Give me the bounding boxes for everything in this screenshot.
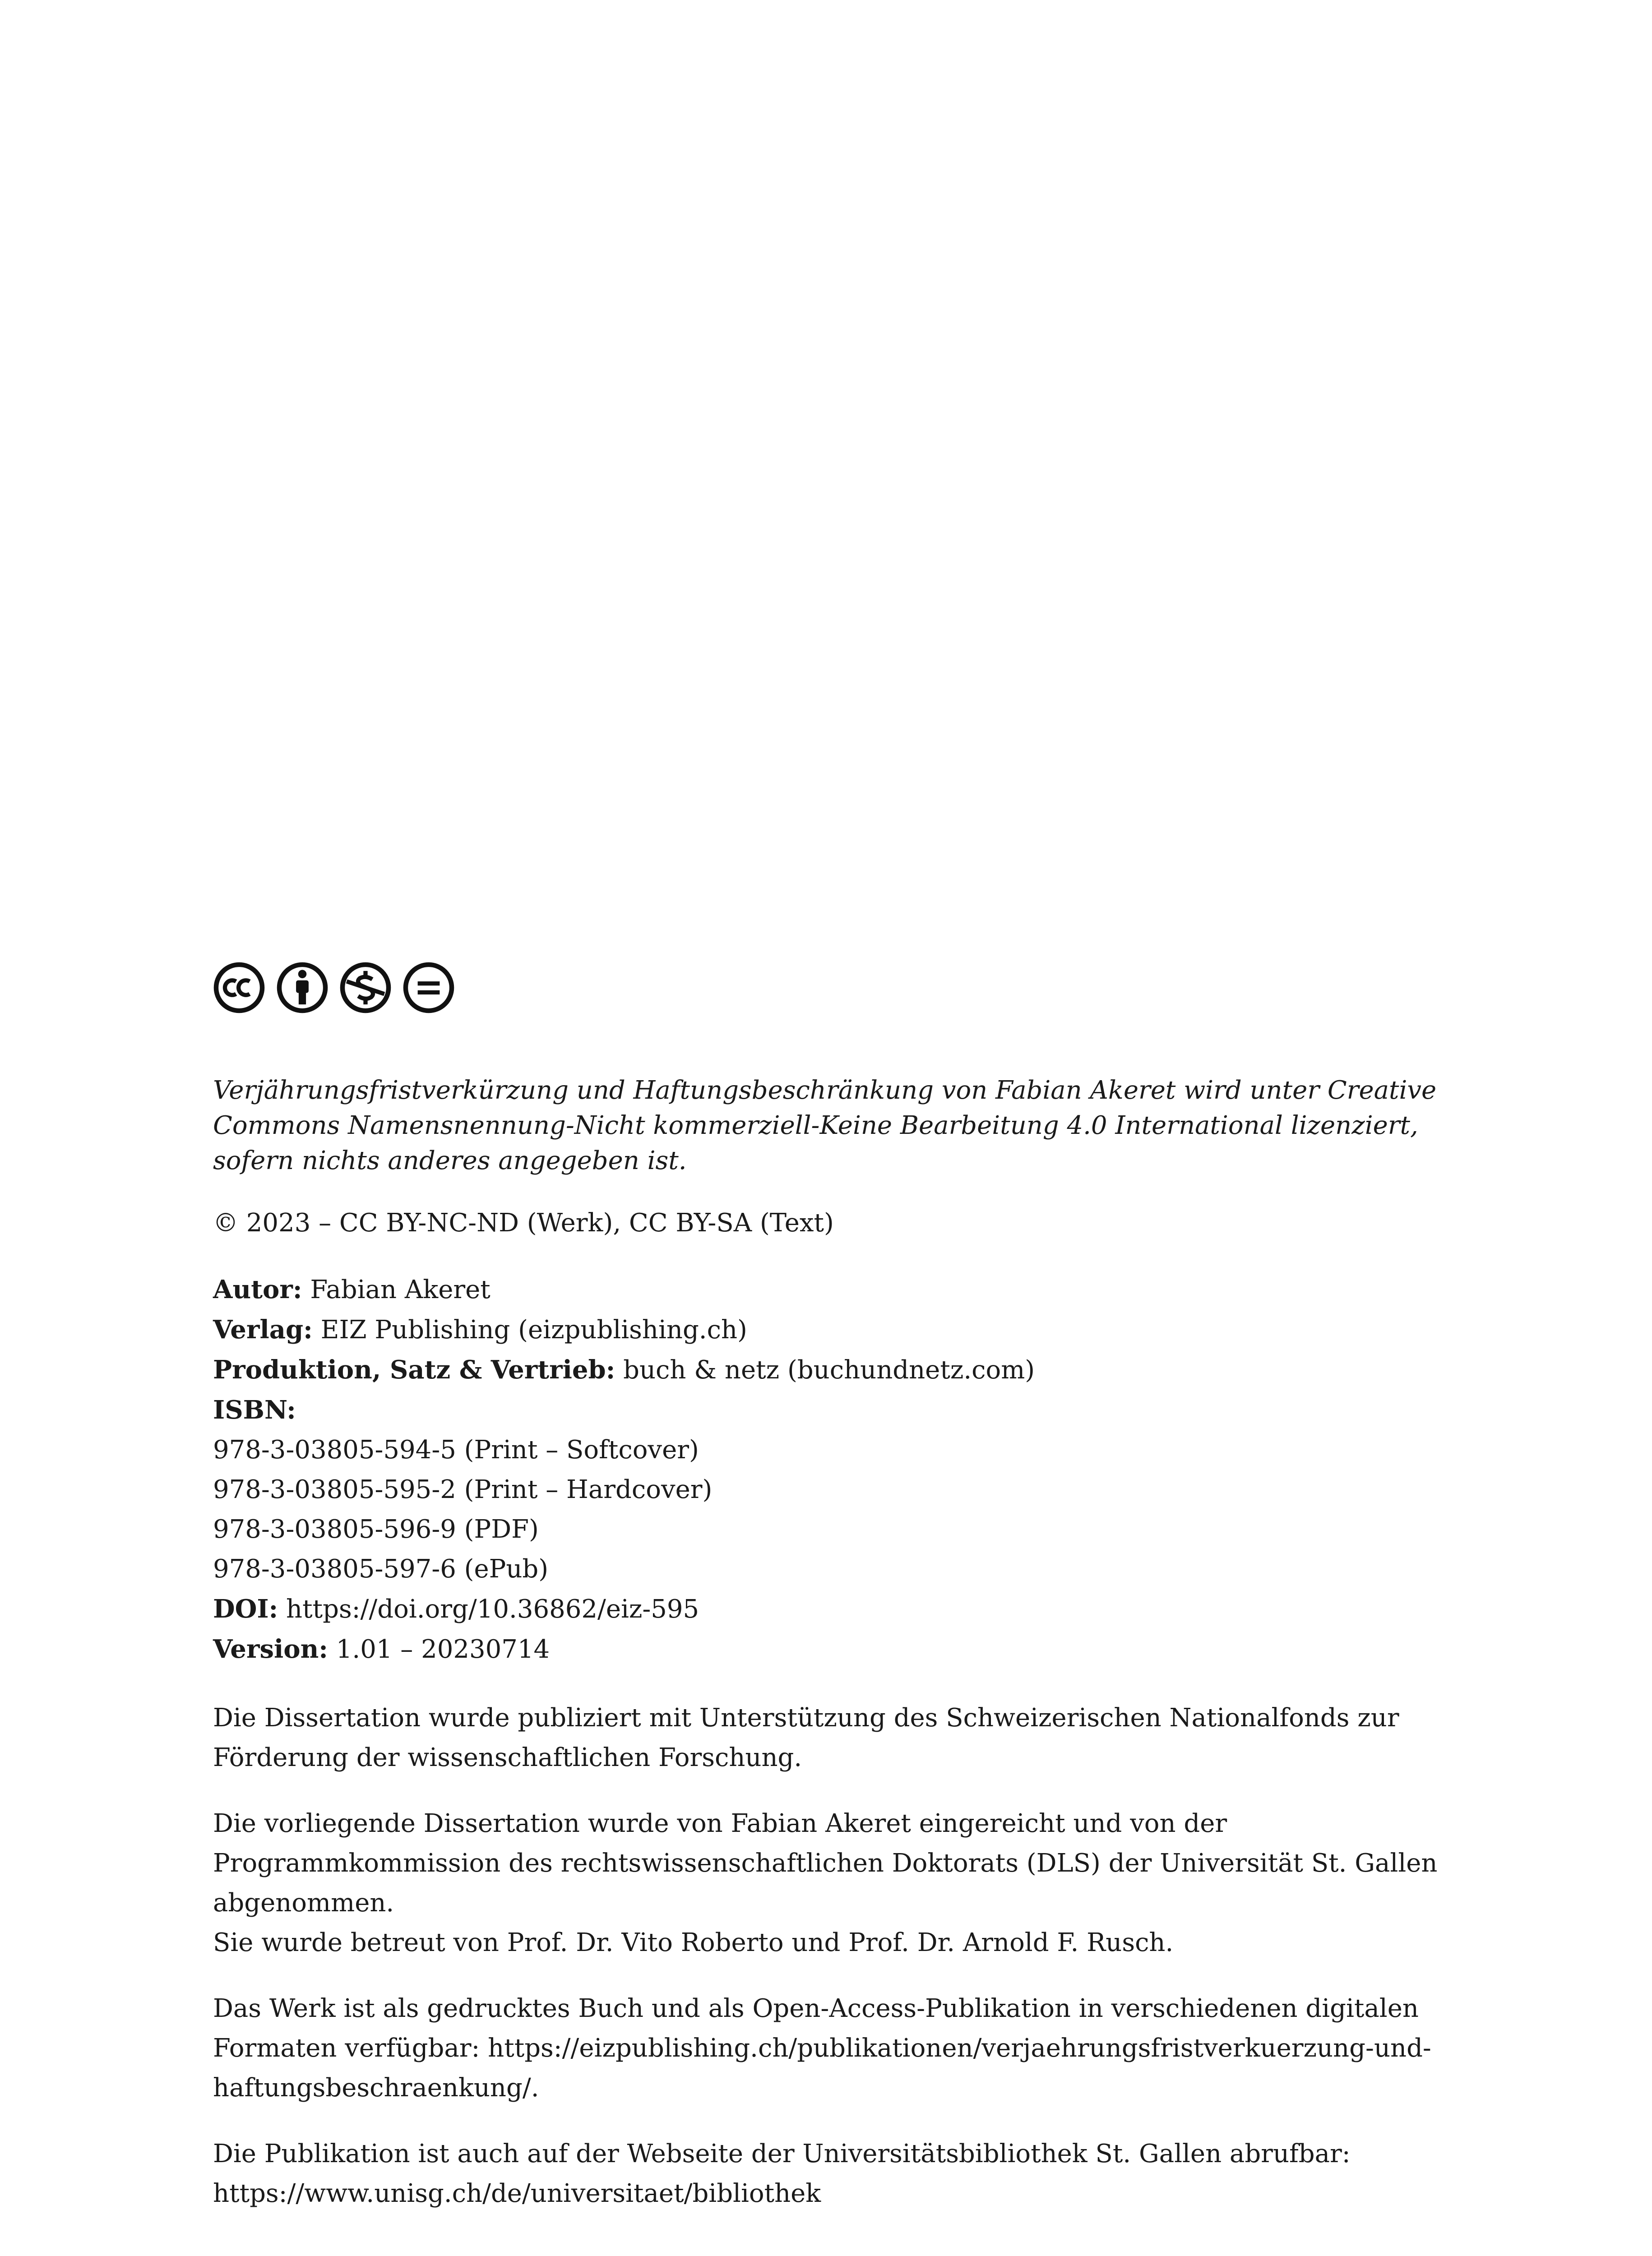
publisher-value: EIZ Publishing (eizpublishing.ch): [312, 1315, 747, 1345]
publisher-row: [213, 1310, 1449, 1350]
library-url: https://www.unisg.ch/de/universitaet/bibliothek: [213, 2179, 821, 2208]
doi-value: https://doi.org/10.36862/eiz-595: [278, 1595, 699, 1624]
production-label: Produktion, Satz & Vertrieb:: [213, 1355, 615, 1385]
acceptance-note: [213, 1804, 1449, 1963]
funding-note: Die Dissertation wurde publiziert mit Unterstützung des Schweizerischen Nationalfonds zur Förderung der wissenschaftlichen Forschung.: [213, 1703, 1399, 1772]
isbn-row: [213, 1390, 1449, 1430]
isbn-softcover: 978-3-03805-594-5 (Print – Softcover): [213, 1435, 699, 1465]
isbn-label: ISBN:: [213, 1395, 296, 1425]
license-badges: [213, 961, 1449, 1014]
production-value: buch & netz (buchundnetz.com): [615, 1355, 1035, 1385]
by-icon: [276, 962, 329, 1014]
author-value: Fabian Akeret: [302, 1275, 491, 1304]
version-label: Version:: [213, 1634, 328, 1664]
copyright-line: © 2023 – CC BY-NC-ND (Werk), CC BY-SA (Text): [213, 1208, 834, 1238]
publisher-label: Verlag:: [213, 1315, 313, 1345]
version-value: 1.01 – 20230714: [328, 1635, 550, 1664]
nc-icon: [339, 962, 392, 1014]
cc-icon: [213, 962, 265, 1014]
doi-row: [213, 1589, 1449, 1629]
acceptance-line: Die vorliegende Dissertation wurde von Fabian Akeret eingereicht und von der Programmkommission des rechtswissenschaftlichen Doktorats (DLS) der Universität St. Gallen abgenommen.: [213, 1809, 1438, 1918]
library-note: [213, 2134, 1449, 2214]
library-text: Die Publikation ist auch auf der Webseite der Universitätsbibliothek St. Gallen abrufbar:: [213, 2139, 1351, 2168]
availability-note: Das Werk ist als gedrucktes Buch und als Open-Access-Publikation in verschiedenen digitalen Formaten verfügbar: https://eizpublishing.ch/publikationen/verjaehrungsfristverkuerzung-und-haftungsbeschraenkung/.: [213, 1994, 1431, 2103]
author-row: [213, 1270, 1449, 1310]
author-label: Autor:: [213, 1275, 302, 1304]
isbn-epub: 978-3-03805-597-6 (ePub): [213, 1554, 549, 1584]
nd-icon: [403, 962, 455, 1014]
isbn-hardcover: 978-3-03805-595-2 (Print – Hardcover): [213, 1475, 713, 1504]
publication-metadata: [213, 1270, 1449, 1669]
doi-label: DOI:: [213, 1594, 278, 1624]
isbn-pdf: 978-3-03805-596-9 (PDF): [213, 1515, 539, 1544]
supervisors-line: Sie wurde betreut von Prof. Dr. Vito Roberto und Prof. Dr. Arnold F. Rusch.: [213, 1928, 1174, 1957]
version-row: [213, 1629, 1449, 1669]
imprint-block: [213, 961, 1449, 2240]
license-statement: Verjährungsfristverkürzung und Haftungsbeschränkung von Fabian Akeret wird unter Creative Commons Namensnennung-Nicht kommerziell-Keine Bearbeitung 4.0 International lizenziert, sofern nichts anderes angegeben ist.: [213, 1076, 1437, 1175]
production-row: [213, 1350, 1449, 1390]
